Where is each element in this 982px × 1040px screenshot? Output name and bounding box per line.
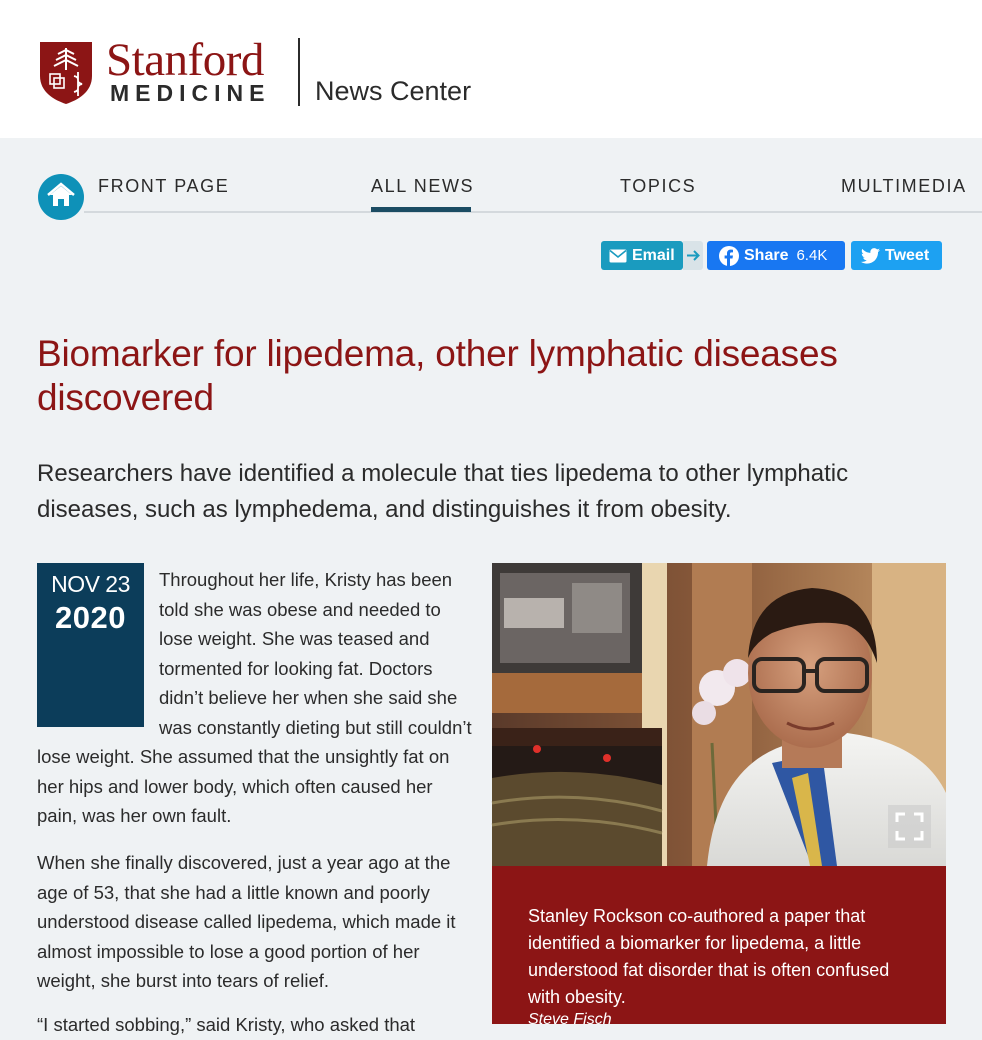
nav-multimedia[interactable]: MULTIMEDIA — [841, 176, 967, 196]
article-paragraph: “I started sobbing,” said Kristy, who asked that — [37, 1014, 416, 1035]
article-title: Biomarker for lipedema, other lymphatic diseases discovered — [37, 333, 838, 418]
photo-credit: Steve Fisch — [528, 1011, 612, 1028]
portrait-photo-image — [492, 563, 946, 866]
article-dek: Researchers have identified a molecule that ties lipedema to other lymphatic diseases, such as lymphedema, and distinguishes it from obesity. — [37, 460, 849, 523]
date-float-spacer — [37, 565, 159, 727]
email-share-button[interactable] — [601, 241, 683, 270]
facebook-share-label: Share — [744, 246, 789, 264]
nav-underline — [84, 211, 982, 213]
envelope-icon — [609, 249, 627, 263]
email-share-label: Email — [632, 246, 675, 264]
brand-sub[interactable]: MEDICINE — [110, 80, 271, 106]
fullscreen-corners-icon — [888, 805, 931, 848]
date-year: 2020 — [55, 600, 126, 635]
expand-fullscreen-icon[interactable] — [888, 805, 931, 848]
section-name[interactable]: News Center — [315, 76, 472, 106]
nav-topics[interactable]: TOPICS — [620, 176, 697, 196]
twitter-bird-icon — [861, 248, 880, 264]
email-share-arrow[interactable] — [683, 241, 703, 270]
nav-active-indicator — [371, 207, 471, 212]
site-header — [0, 0, 982, 138]
brand-divider — [298, 38, 300, 106]
article-paragraph — [37, 565, 475, 831]
twitter-share-label: Tweet — [885, 246, 930, 264]
facebook-share-count: 6.4K — [796, 247, 828, 264]
brand-name[interactable]: Stanford — [106, 34, 264, 86]
facebook-icon — [719, 246, 739, 266]
nav-front-page[interactable]: FRONT PAGE — [98, 176, 230, 196]
photo-caption: Stanley Rockson co-authored a paper that identified a biomarker for lipedema, a little understood fat disorder that is often confused with obesity. — [528, 906, 890, 1007]
nav-all-news[interactable]: ALL NEWS — [371, 176, 475, 196]
date-month-day: NOV 23 — [51, 571, 130, 597]
facebook-share-button[interactable] — [707, 241, 845, 270]
twitter-share-button[interactable] — [851, 241, 942, 270]
arrow-right-icon — [683, 241, 703, 270]
home-button[interactable] — [38, 174, 84, 220]
article-paragraph: When she finally discovered, just a year ago at the age of 53, that she had a little known and poorly understood disease called lipedema, which made it almost impossible to lose a good portion of her weight, she burst into tears of relief. — [37, 852, 456, 991]
stanford-medicine-logo-icon[interactable] — [38, 40, 94, 106]
home-icon — [47, 183, 75, 209]
article-photo[interactable] — [492, 563, 946, 866]
article-paragraph-text: Throughout her life, Kristy has been told she was obese and needed to lose weight. She was teased and tormented for looking fat. Doctors didn’t believe her when she said she was constantly dieting but still couldn’t lose weight. She assumed that the unsightly fat on her hips and lower body, which often caused her pain, was her own fault. — [37, 569, 472, 826]
